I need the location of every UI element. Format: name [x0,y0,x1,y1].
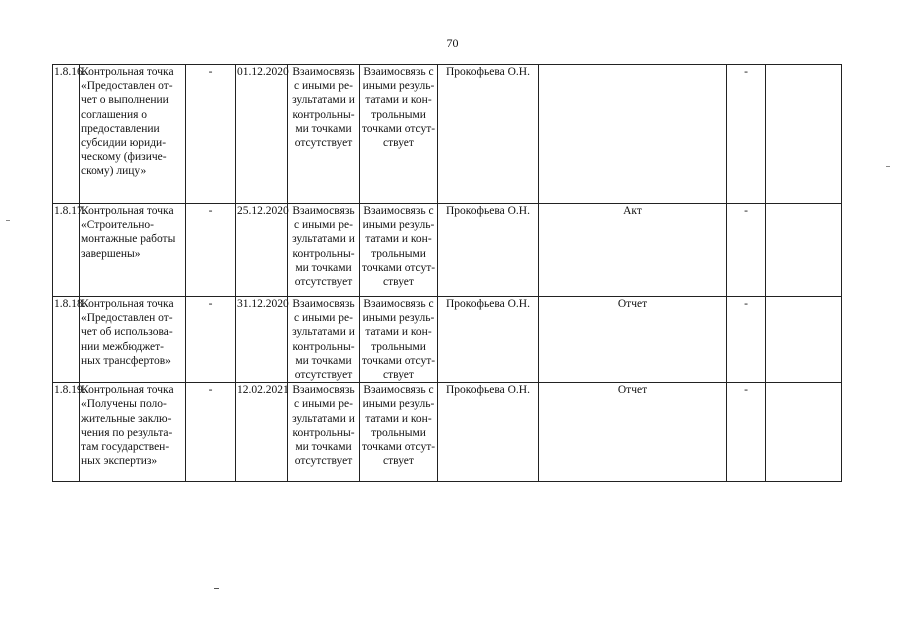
responsible-person-cell: Прокофьева О.Н. [438,204,539,297]
document-type-cell: Акт [539,204,727,297]
control-points-table [52,64,842,482]
link-points-cell: Взаимосвязь с иными резуль- татами и кон- трольными точками отсут- ствует [360,383,438,482]
mark-cell: - [727,204,766,297]
end-date-cell: 01.12.2020 [236,65,288,204]
link-points-cell: Взаимосвязь с иными резуль- татами и кон- трольными точками отсут- ствует [360,65,438,204]
end-date-cell: 25.12.2020 [236,204,288,297]
start-date-cell: - [186,204,236,297]
row-number: 1.8.17. [53,204,80,297]
table-row [53,297,842,383]
start-date-cell: - [186,65,236,204]
responsible-person-cell: Прокофьева О.Н. [438,297,539,383]
scan-speck [6,220,10,221]
scan-speck [214,588,219,589]
control-point-name: Контрольная точка «Получены поло- жительные заклю- чения по результа- там государствен- ных экспертиз» [80,383,186,482]
table-row [53,65,842,204]
document-type-cell [539,65,727,204]
end-date-cell: 31.12.2020 [236,297,288,383]
document-type-cell: Отчет [539,383,727,482]
mark-cell: - [727,65,766,204]
control-point-name: Контрольная точка «Строительно- монтажные работы завершены» [80,204,186,297]
row-number: 1.8.18. [53,297,80,383]
end-date-cell: 12.02.2021 [236,383,288,482]
link-results-cell: Взаимосвязь с иными ре- зультатами и контрольны- ми точками отсутствует [288,383,360,482]
document-type-cell: Отчет [539,297,727,383]
empty-cell [766,65,842,204]
table-row [53,383,842,482]
row-number: 1.8.16. [53,65,80,204]
link-points-cell: Взаимосвязь с иными резуль- татами и кон- трольными точками отсут- ствует [360,297,438,383]
mark-cell: - [727,383,766,482]
control-point-name: Контрольная точка «Предоставлен от- чет об использова- нии межбюджет- ных трансфертов» [80,297,186,383]
empty-cell [766,297,842,383]
link-results-cell: Взаимосвязь с иными ре- зультатами и контрольны- ми точками отсутствует [288,65,360,204]
start-date-cell: - [186,383,236,482]
page-number: 70 [446,36,459,50]
responsible-person-cell: Прокофьева О.Н. [438,65,539,204]
empty-cell [766,204,842,297]
empty-cell [766,383,842,482]
control-point-name: Контрольная точка «Предоставлен от- чет о выполнении соглашения о предоставлении субсидии юриди- ческому (физиче- скому) лицу» [80,65,186,204]
link-points-cell: Взаимосвязь с иными резуль- татами и кон- трольными точками отсут- ствует [360,204,438,297]
link-results-cell: Взаимосвязь с иными ре- зультатами и контрольны- ми точками отсутствует [288,204,360,297]
mark-cell: - [727,297,766,383]
responsible-person-cell: Прокофьева О.Н. [438,383,539,482]
start-date-cell: - [186,297,236,383]
table-row [53,204,842,297]
link-results-cell: Взаимосвязь с иными ре- зультатами и контрольны- ми точками отсутствует [288,297,360,383]
scan-speck [886,166,890,167]
row-number: 1.8.19. [53,383,80,482]
